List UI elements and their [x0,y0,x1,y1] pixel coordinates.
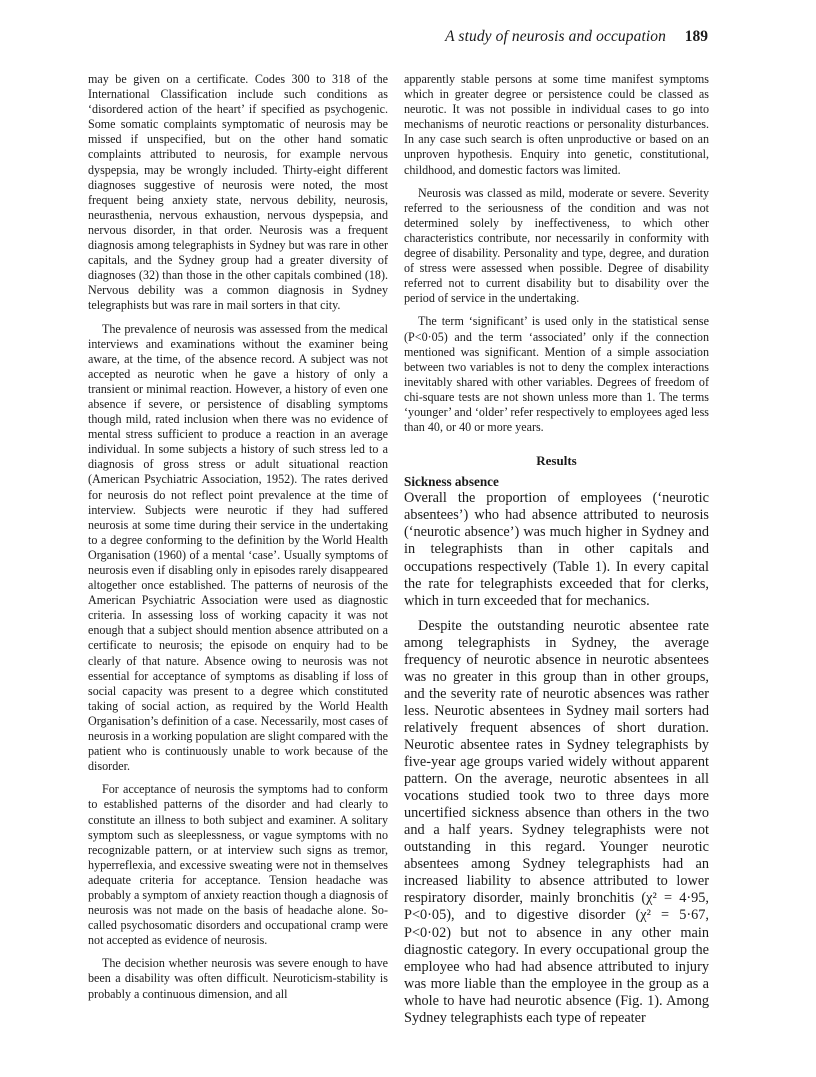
paragraph: apparently stable persons at some time manifest symptoms which in greater degree or persistence could be classed as neurotic. It was not possible in individual cases to go into mechanisms of neurotic reactions or personality disturbances. In any case such search is often unproductive or based on an unproven hypothesis. Enquiry into genetic, constitutional, childhood, and domestic factors was limited. [404,72,709,177]
results-heading: Results [536,453,577,469]
paragraph: The decision whether neurosis was severe enough to have been a disability was often difficult. Neuroticism-stability is probably a continuous dimension, and all [88,956,388,1001]
paragraph: may be given on a certificate. Codes 300 to 318 of the International Classification include such conditions as ‘disordered action of the heart’ if specified as psychogenic. Some somatic complaints symptomatic of neurosis may be missed if unspecified, but on the other hand somatic complaints attributed to neurosis, for example nervous dyspepsia, may be wrongly included. Thirty-eight different diagnoses suggestive of neurosis were noted, the most frequent being anxiety state, nervous debility, neurosis, neurasthenia, nervous exhaustion, nervous dyspepsia, and nervous disorder, in that order. Neurosis was a frequent diagnosis among telegraphists in Sydney but was rare in other capitals, and the Sydney group had a greater diversity of diagnoses (32) than those in the other capitals combined (18). Nervous debility was a common diagnosis in Sydney telegraphists but was rare in mail sorters in that city. [88,72,388,313]
page-number: 189 [684,28,708,45]
paragraph: Despite the outstanding neurotic absentee rate among telegraphists in Sydney, the average frequency of neurotic absence in neurotic absentees was no greater in this group than in other groups, and the severity rate of neurotic absences was rather less. Neurotic absentees in Sydney mail sorters had relatively frequent absences of short duration. Neurotic absentee rates in Sydney telegraphists by five-year age groups varied widely without apparent pattern. On the average, neurotic absentees in all vocations studied took two to three days more uncertified sickness absence than others in the two and a half years. Sydney telegraphists were not outstanding in this regard. Younger neurotic absentees among Sydney telegraphists had an increased liability to absence attributed to lower respiratory disorder, mainly bronchitis (χ² = 4·95, P<0·05), and to digestive disorder (χ² = 5·67, P<0·02) but not to absence in any other main diagnostic category. In every occupational group the employee who had had absence attributed to injury was more liable than the employee in the group as a whole to have had neurotic absence (Fig. 1). Among Sydney telegraphists each type of repeater [404,617,709,1026]
results-body [404,490,709,1026]
paragraph: The term ‘significant’ is used only in the statistical sense (P<0·05) and the term ‘associated’ only if the connection mentioned was significant. Mention of a simple association between two variables is not to deny the complex interactions inevitably shared with other variables. Degrees of freedom of chi-square tests are not shown unless more than 1. The terms ‘younger’ and ‘older’ refer respectively to employees aged less than 40, or 40 or more years. [404,314,709,435]
paragraph: Overall the proportion of employees (‘neurotic absentees’) who had absence attributed to neurosis (‘neurotic absence’) was much higher in Sydney and in telegraphists than in other capitals and occupations respectively (Table 1). In every capital the rate for telegraphists exceeded that for clerks, which in turn exceeded that for mechanics. [404,490,709,609]
paragraph: The prevalence of neurosis was assessed from the medical interviews and examinations without the examiner being aware, at the time, of the absence record. A subject was not accepted as neurotic when he gave a history of only a transient or minimal reaction. However, a history of even one absence if severe, or persistence of disabling symptoms though mild, rated inclusion when there was no evidence of mental stress sufficient to produce a reaction in an average individual. In some subjects a history of such stress led to a diagnosis of gross stress or adult situational reaction (American Psychiatric Association, 1952). The rates derived for neurosis do not reflect point prevalence at the time of interview. Subjects were neurotic if they had suffered neurosis at some time during their service in the undertaking to a degree conforming to the definition by the World Health Organisation (1960) of a mental ‘case’. Usually symptoms of neurosis even if disabling only in episodes rarely disappeared altogether once established. The patterns of neurosis of the American Psychiatric Association were used as diagnostic criteria. In assessing loss of working capacity it was not enough that a subject should mention absence attributed on a certificate to neurosis; the episode on enquiry had to be clearly of that nature. Absence owing to neurosis was not essential for acceptance of symptoms as disabling if loss of social capacity was present to a degree which constituted taking of social action, as required by the World Health Organisation’s definition of a case. Necessarily, most cases of neurosis in a working population are slight compared with the patient who is continuously unable to work because of the disorder. [88,321,388,774]
running-header [88,28,708,54]
paragraph: Neurosis was classed as mild, moderate or severe. Severity referred to the seriousness of the condition and was not determined solely by ineffectiveness, to which other characteristics contribute, nor necessarily in conformity with degree of disability. Personality and type, degree, and duration of stress were assessed when possible. Degree of disability referred not to current disability but to disability over the period of service in the undertaking. [404,185,709,306]
right-column [404,72,709,1035]
paragraph: For acceptance of neurosis the symptoms had to conform to established patterns of the disorder and had clearly to constitute an illness to both subject and examiner. A solitary symptom such as sleeplessness, or vague symptoms with no recognizable pattern, or at interview such signs as tremor, hyperreflexia, and excessive sweating were not in themselves adequate criteria for acceptance. Tension headache was probably a symptom of anxiety reaction though a diagnosis of neurosis was not made on the basis of headache alone. So-called psychosomatic disorders and occupational cramp were not accepted as evidence of neurosis. [88,782,388,948]
sickness-absence-heading: Sickness absence [404,474,499,490]
running-title: A study of neurosis and occupation [445,28,666,45]
left-column [88,72,388,1010]
